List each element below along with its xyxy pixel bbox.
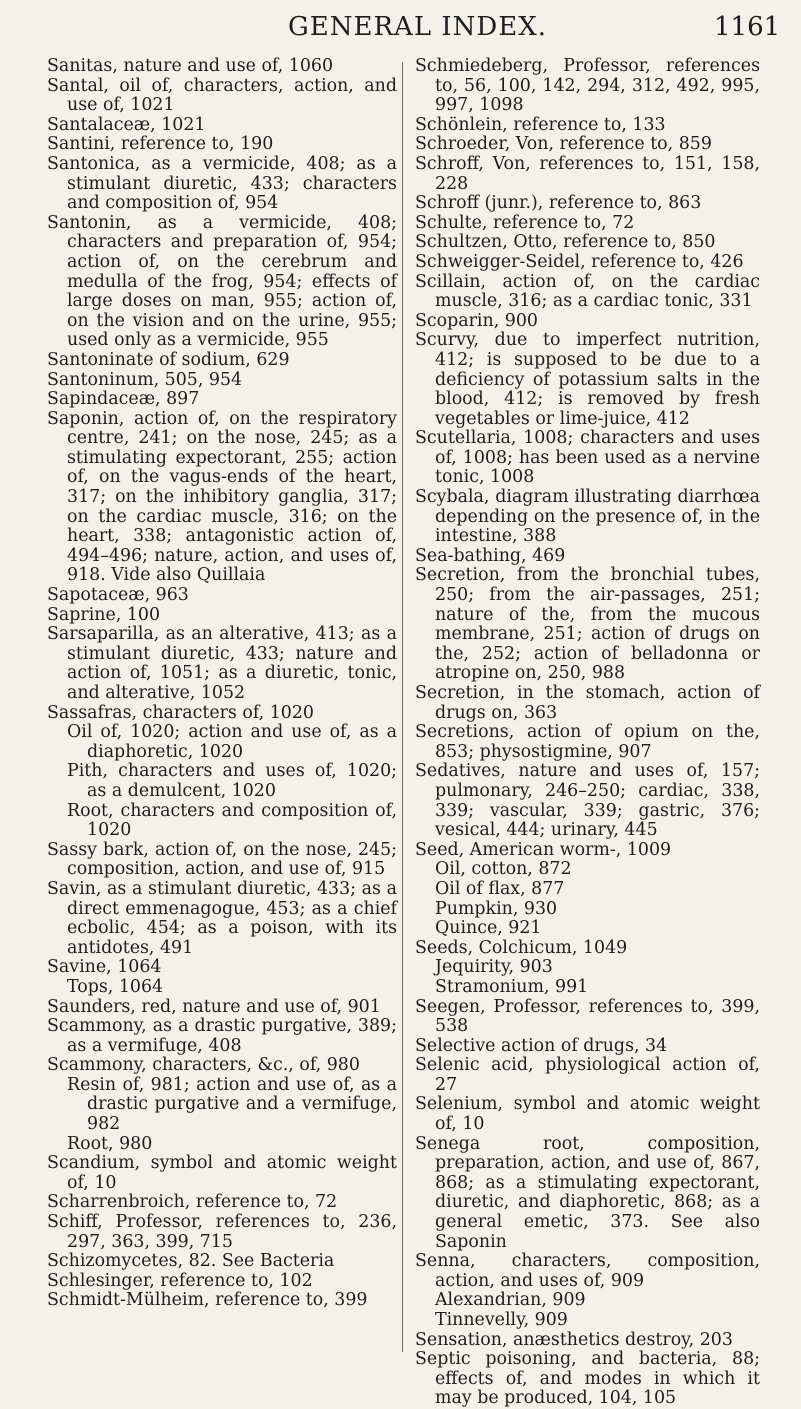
index-subentry: Oil of flax, 877 — [435, 878, 565, 899]
index-entry: Scurvy, due to imperfect nutrition, 412; is supposed to be due to a deficiency of potassium salts in the blood, 412; is removed by fresh vegetables or lime-juice, 412 — [415, 330, 760, 429]
page-header — [0, 12, 801, 56]
page-number: 1161 — [714, 12, 781, 42]
index-entry: Schönlein, reference to, 133 — [415, 114, 666, 135]
index-entry: Scharrenbroich, reference to, 72 — [47, 1192, 338, 1213]
index-entry: Scillain, action of, on the cardiac muscle, 316; as a cardiac tonic, 331 — [415, 271, 760, 312]
index-entry: Sapindaceæ, 897 — [47, 389, 200, 410]
index-entry: Selective action of drugs, 34 — [415, 1035, 668, 1056]
index-entry: Selenium, symbol and atomic weight of, 10 — [415, 1094, 760, 1135]
index-entry: Sea-bathing, 469 — [415, 545, 566, 566]
index-subentry: Pumpkin, 930 — [435, 898, 558, 919]
index-entry: Schmiedeberg, Professor, references to, 56, 100, 142, 294, 312, 492, 995, 997, 1098 — [415, 56, 760, 116]
index-entry: Secretion, from the bronchial tubes, 250; from the air-passages, 251; nature of the, from the mucous membrane, 251; action of drugs on the, 252; action of belladonna or atropine on, 250, 988 — [415, 565, 760, 684]
index-entry: Schroeder, Von, reference to, 859 — [415, 134, 712, 155]
index-subentry: Stramonium, 991 — [435, 976, 589, 997]
index-entry: Scammony, as a drastic purgative, 389; as a vermifuge, 408 — [47, 1016, 397, 1056]
index-entry: Santini, reference to, 190 — [47, 134, 274, 155]
index-entry: Sarsaparilla, as an alterative, 413; as a stimulant diuretic, 433; nature and action of, 1051; as a diuretic, tonic, and alterative, 1052 — [47, 624, 397, 703]
column-divider — [402, 62, 403, 1352]
index-subentry: Quince, 921 — [435, 918, 542, 939]
index-subentry: Root, characters and composition of, 1020 — [67, 800, 397, 841]
index-entry: Sanitas, nature and use of, 1060 — [47, 56, 334, 76]
right-index-column — [415, 57, 760, 1409]
index-entry: Scybala, diagram illustrating diarrhœa depending on the presence of, in the intestine, 388 — [415, 487, 760, 547]
index-entry: Secretion, in the stomach, action of drugs on, 363 — [415, 683, 760, 723]
index-entry: Schlesinger, reference to, 102 — [47, 1270, 313, 1291]
index-subentry: Oil of, 1020; action and use of, as a diaphoretic, 1020 — [67, 722, 397, 762]
index-entry: Schultzen, Otto, reference to, 850 — [415, 232, 716, 253]
index-entry: Scutellaria, 1008; characters and uses of, 1008; has been used as a nervine tonic, 1008 — [415, 428, 760, 488]
left-index-column — [47, 57, 397, 1311]
index-entry: Scammony, characters, &c., of, 980 — [47, 1055, 360, 1076]
index-entry: Scandium, symbol and atomic weight of, 10 — [47, 1153, 397, 1193]
index-entry: Seed, American worm-, 1009 — [415, 839, 672, 860]
index-entry: Secretions, action of opium on the, 853; physostigmine, 907 — [415, 722, 760, 762]
index-entry: Sassy bark, action of, on the nose, 245; composition, action, and use of, 915 — [47, 839, 397, 880]
index-subentry: Resin of, 981; action and use of, as a drastic purgative and a vermifuge, 982 — [67, 1074, 397, 1135]
index-entry: Scoparin, 900 — [415, 310, 538, 331]
index-entry: Senna, characters, composition, action, and uses of, 909 — [415, 1251, 760, 1291]
index-entry: Seegen, Professor, references to, 399, 538 — [415, 996, 760, 1037]
index-entry: Schizomycetes, 82. See Bacteria — [47, 1251, 335, 1272]
index-entry: Sedatives, nature and uses of, 157; pulmonary, 246–250; cardiac, 338, 339; vascular, 339; gastric, 376; vesical, 444; urinary, 445 — [415, 761, 760, 841]
index-subentry: Tinnevelly, 909 — [435, 1310, 568, 1330]
index-entry: Sapotaceæ, 963 — [47, 585, 189, 606]
index-entry: Saunders, red, nature and use of, 901 — [47, 996, 381, 1017]
index-subentry: Jequirity, 903 — [435, 957, 553, 978]
index-entry: Sensation, anæsthetics destroy, 203 — [415, 1329, 733, 1350]
index-entry: Saprine, 100 — [47, 604, 161, 625]
running-title: GENERAL INDEX. — [288, 12, 547, 42]
index-entry: Schulte, reference to, 72 — [415, 212, 635, 233]
index-entry: Selenic acid, physiological action of, 27 — [415, 1055, 760, 1095]
index-subentry: Oil, cotton, 872 — [435, 859, 572, 880]
index-subentry: Pith, characters and uses of, 1020; as a demulcent, 1020 — [67, 761, 397, 801]
index-entry: Schroff (junr.), reference to, 863 — [415, 193, 702, 214]
index-subentry: Alexandrian, 909 — [435, 1290, 586, 1311]
index-entry: Santal, oil of, characters, action, and use of, 1021 — [47, 75, 397, 116]
index-subentry: Root, 980 — [67, 1133, 153, 1154]
index-entry: Schmidt-Mülheim, reference to, 399 — [47, 1290, 368, 1311]
index-entry: Schroff, Von, references to, 151, 158, 228 — [415, 153, 760, 194]
index-entry: Septic poisoning, and bacteria, 88; effects of, and modes in which it may be produced, 104, 105 — [415, 1349, 760, 1409]
index-entry: Santonin, as a vermicide, 408; characters and preparation of, 954; action of, on the cerebrum and medulla of the frog, 954; effects of large doses on man, 955; action of, on the vision and on the urine, 955; used only as a vermicide, 955 — [47, 212, 397, 351]
index-entry: Saponin, action of, on the respiratory centre, 241; on the nose, 245; as a stimulating expectorant, 255; action of, on the vagus-ends of the heart, 317; on the inhibitory ganglia, 317; on the cardiac muscle, 316; on the heart, 338; antagonistic action of, 494–496; nature, action, and uses of, 918. Vide also Quillaia — [47, 408, 397, 586]
index-entry: Santoninum, 505, 954 — [47, 369, 243, 390]
index-entry: Santalaceæ, 1021 — [47, 114, 206, 135]
index-entry: Santoninate of sodium, 629 — [47, 349, 290, 370]
index-entry: Senega root, composition, preparation, action, and use of, 867, 868; as a stimulating expectorant, diuretic, and diaphoretic, 868; as a general emetic, 373. See also Saponin — [415, 1133, 760, 1252]
index-entry: Seeds, Colchicum, 1049 — [415, 937, 628, 958]
index-entry: Santonica, as a vermicide, 408; as a stimulant diuretic, 433; characters and composition of, 954 — [47, 153, 397, 214]
index-subentry: Tops, 1064 — [67, 976, 164, 997]
index-entry: Savine, 1064 — [47, 957, 162, 978]
index-entry: Savin, as a stimulant diuretic, 433; as a direct emmenagogue, 453; as a chief ecbolic, 454; as a poison, with its antidotes, 491 — [47, 878, 397, 958]
index-entry: Sassafras, characters of, 1020 — [47, 702, 314, 723]
index-entry: Schiff, Professor, references to, 236, 297, 363, 399, 715 — [47, 1212, 397, 1252]
index-entry: Schweigger-Seidel, reference to, 426 — [415, 251, 744, 272]
